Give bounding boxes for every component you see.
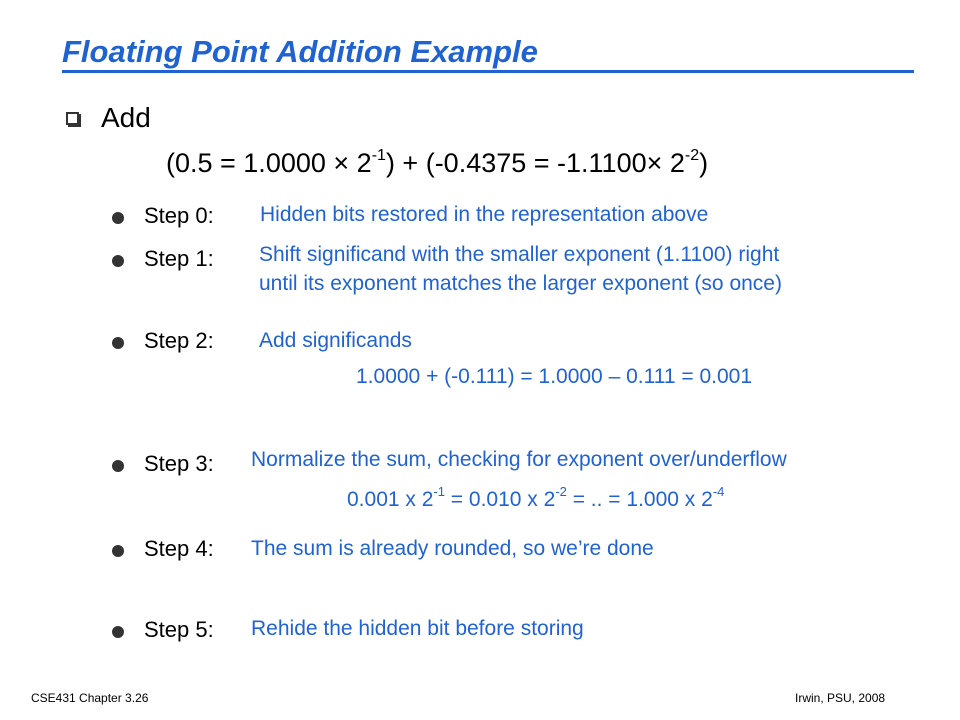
step-0-description: Hidden bits restored in the representation above	[260, 203, 709, 226]
step-3-eq-a: 0.001 x 2	[347, 488, 434, 511]
step-2-description-line2: 1.0000 + (-0.111) = 1.0000 – 0.111 = 0.001	[356, 365, 753, 388]
step-3-eq-c-exp: -4	[712, 484, 725, 499]
equation-base2: 2	[662, 148, 685, 178]
step-3-description-line1: Normalize the sum, checking for exponent over/underflow	[251, 448, 787, 471]
step-2-label: Step 2:	[144, 328, 214, 353]
step-0-label: Step 0:	[144, 203, 214, 228]
step-3-eq-c: = .. = 1.000 x 2	[566, 488, 713, 511]
step-1-description	[259, 240, 782, 298]
equation-part2: ) + (-0.4375 = -1.1100	[385, 148, 647, 178]
step-0-bullet-icon	[112, 212, 124, 224]
step-4-bullet-icon	[112, 545, 124, 557]
step-4-label: Step 4:	[144, 536, 214, 561]
step-5-bullet-icon	[112, 626, 124, 638]
step-3-description-line2	[347, 479, 724, 514]
square-bullet-icon	[66, 112, 79, 125]
slide-title: Floating Point Addition Example	[62, 34, 538, 69]
equation-exp2: -2	[684, 147, 700, 164]
step-3-eq-b: = 0.010 x 2	[444, 488, 556, 511]
step-2-bullet-icon	[112, 337, 124, 349]
step-1-label: Step 1:	[144, 246, 214, 271]
equation-part3: )	[699, 148, 709, 178]
step-1-line2: until its exponent matches the larger exponent (so once)	[259, 272, 782, 295]
step-5-label: Step 5:	[144, 617, 214, 642]
footer-course-label: CSE431 Chapter 3.26	[31, 691, 149, 705]
title-underline	[62, 70, 914, 73]
step-1-line1: Shift significand with the smaller exponent (1.1100) right	[259, 243, 780, 266]
step-1-bullet-icon	[112, 255, 124, 267]
footer-author-label: Irwin, PSU, 2008	[795, 691, 886, 705]
step-3-bullet-icon	[112, 460, 124, 472]
step-3-eq-b-exp: -2	[555, 484, 567, 499]
step-3-label: Step 3:	[144, 451, 214, 476]
equation-base1: 2	[349, 148, 372, 178]
step-4-description: The sum is already rounded, so we’re done	[251, 537, 654, 560]
equation-times1: ×	[333, 148, 350, 178]
main-bullet-text: Add	[101, 102, 151, 133]
equation-exp1: -1	[371, 147, 386, 164]
step-5-description: Rehide the hidden bit before storing	[251, 617, 584, 640]
addition-equation	[166, 148, 708, 179]
step-3-eq-a-exp: -1	[433, 484, 445, 499]
equation-times2: ×	[646, 148, 663, 178]
step-2-description-line1: Add significands	[259, 329, 412, 352]
equation-part1: (0.5 = 1.0000	[166, 148, 334, 178]
